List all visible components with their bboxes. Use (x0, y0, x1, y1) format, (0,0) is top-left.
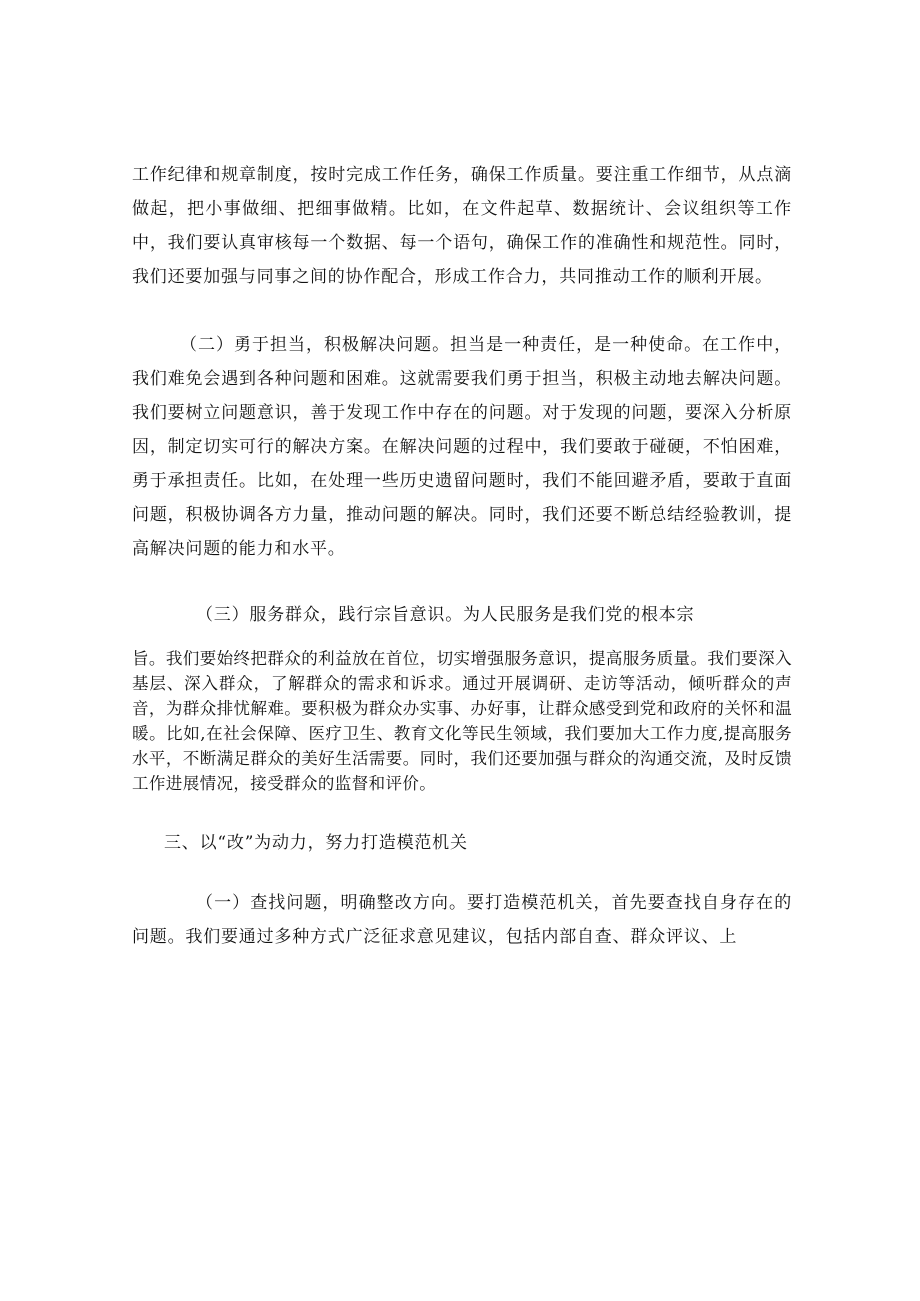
paragraph-serve-masses-body: 旨。我们要始终把群众的利益放在首位，切实增强服务意识，提高服务质量。我们要深入基层、深入群众，了解群众的需求和诉求。通过开展调研、走访等活动，倾听群众的声音，为群众排忧解难。要积极为群众办实事、办好事，让群众感受到党和政府的关怀和温暖。比如,在社会保障、医疗卫生、教育文化等民生领域，我们要加大工作力度,提高服务水平，不断满足群众的美好生活需要。同时，我们还要加强与群众的沟通交流，及时反馈工作进展情况，接受群众的监督和评价。 (132, 649, 792, 793)
paragraph-serve-masses-intro: （三）服务群众，践行宗旨意识。为人民服务是我们党的根本宗 (196, 605, 695, 625)
document-page (132, 158, 792, 954)
paragraph-take-responsibility: （二）勇于担当，积极解决问题。担当是一种责任，是一种使命。在工作中，我们难免会遇到各种问题和困难。这就需要我们勇于担当，积极主动地去解决问题。我们要树立问题意识，善于发现工作中存在的问题。对于发现的问题，要深入分析原因，制定切实可行的解决方案。在解决问题的过程中，我们要敢于碰硬，不怕困难，勇于承担责任。比如，在处理一些历史遗留问题时，我们不能回避矛盾，要敢于直面问题，积极协调各方力量，推动问题的解决。同时，我们还要不断总结经验教训，提高解决问题的能力和水平。 (132, 335, 792, 559)
paragraph-find-problems: （一）查找问题，明确整改方向。要打造模范机关，首先要查找自身存在的问题。我们要通过多种方式广泛征求意见建议，包括内部自查、群众评议、上 (132, 893, 792, 947)
paragraph-work-discipline: 工作纪律和规章制度，按时完成工作任务，确保工作质量。要注重工作细节，从点滴做起，把小事做细、把细事做精。比如，在文件起草、数据统计、会议组织等工作中，我们要认真审核每一个数据、每一个语句，确保工作的准确性和规范性。同时，我们还要加强与同事之间的协作配合，形成工作合力，共同推动工作的顺利开展。 (132, 165, 792, 287)
section-heading-model-organ: 三、以“改”为动力，努力打造模范机关 (164, 833, 468, 853)
